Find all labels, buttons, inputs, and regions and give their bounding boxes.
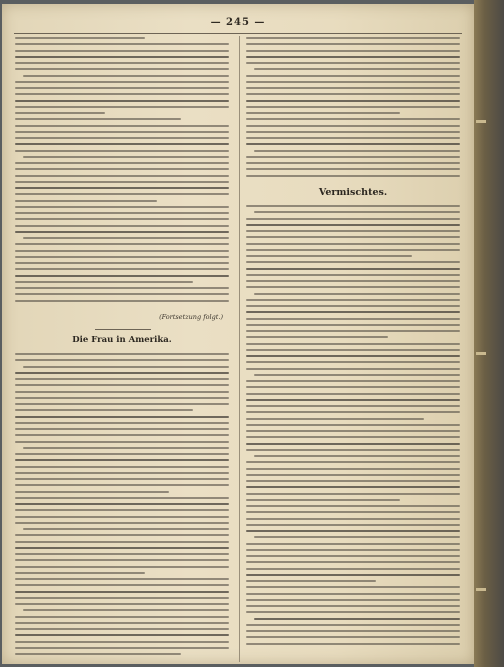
- text-line: [15, 591, 229, 593]
- binding-stitch: [476, 120, 486, 123]
- scan-edge: [474, 0, 504, 667]
- text-line: [246, 280, 460, 282]
- text-line: [23, 447, 229, 449]
- text-line: [15, 466, 229, 468]
- text-line: [246, 561, 460, 563]
- text-line: [15, 50, 229, 52]
- text-line: [246, 249, 460, 251]
- text-line: [246, 311, 460, 313]
- text-line: [23, 609, 229, 611]
- header-rule: [14, 33, 462, 34]
- text-line: [246, 305, 460, 307]
- text-line: [15, 150, 229, 152]
- text-line: [15, 491, 169, 493]
- text-line: [246, 468, 460, 470]
- text-line: [246, 593, 460, 595]
- text-line: [15, 378, 229, 380]
- text-line: [246, 386, 460, 388]
- text-line: [246, 118, 460, 120]
- text-line: [15, 597, 229, 599]
- attribution: (Fortsetzung folgt.): [159, 313, 223, 321]
- text-line: [246, 355, 460, 357]
- text-line: [15, 37, 145, 39]
- text-line: [15, 516, 229, 518]
- text-line: [246, 405, 460, 407]
- text-line: [246, 499, 400, 501]
- text-line: [254, 150, 460, 152]
- text-line: [246, 243, 460, 245]
- text-line: [15, 250, 229, 252]
- text-line: [246, 530, 460, 532]
- text-line: [246, 224, 460, 226]
- text-line: [15, 225, 229, 227]
- text-line: [246, 106, 460, 108]
- text-line: [15, 622, 229, 624]
- body-text-lines: [246, 37, 460, 181]
- text-line: [254, 536, 460, 538]
- text-line: [246, 336, 388, 338]
- text-line: [15, 87, 229, 89]
- text-line: [15, 572, 145, 574]
- text-line: [246, 630, 460, 632]
- text-line: [246, 443, 460, 445]
- text-line: [246, 330, 460, 332]
- text-line: [246, 218, 460, 220]
- text-line: [246, 156, 460, 158]
- text-line: [15, 553, 229, 555]
- text-line: [15, 262, 229, 264]
- text-line: [246, 274, 460, 276]
- text-line: [246, 162, 460, 164]
- text-line: [15, 118, 181, 120]
- text-line: [246, 81, 460, 83]
- text-line: [246, 299, 460, 301]
- text-line: [15, 634, 229, 636]
- text-line: [15, 112, 105, 114]
- text-line: [246, 93, 460, 95]
- text-line: [15, 397, 229, 399]
- text-line: [246, 474, 460, 476]
- text-line: [15, 647, 229, 649]
- text-line: [15, 175, 229, 177]
- text-line: [246, 268, 460, 270]
- text-line: [15, 547, 229, 549]
- text-line: [15, 218, 229, 220]
- text-line: [246, 549, 460, 551]
- text-line: [15, 603, 229, 605]
- text-line: [246, 480, 460, 482]
- page-number: — 245 —: [210, 17, 266, 28]
- text-line: [15, 162, 229, 164]
- binding-stitch: [476, 588, 486, 591]
- text-line: [246, 175, 460, 177]
- text-line: [15, 143, 229, 145]
- text-line: [246, 255, 412, 257]
- column-divider: [239, 36, 240, 662]
- text-line: [246, 636, 460, 638]
- text-line: [15, 43, 229, 45]
- text-line: [246, 393, 460, 395]
- body-text-lines: [246, 205, 460, 649]
- text-line: [23, 366, 229, 368]
- text-line: [254, 211, 460, 213]
- text-line: [246, 349, 460, 351]
- newspaper-page: [2, 4, 474, 664]
- text-line: [15, 137, 229, 139]
- text-line: [246, 599, 460, 601]
- text-line: [254, 293, 460, 295]
- text-line: [246, 361, 460, 363]
- text-line: [246, 286, 460, 288]
- text-line: [15, 422, 229, 424]
- text-line: [15, 534, 229, 536]
- section-heading: Die Frau in Amerika.: [72, 335, 172, 345]
- text-line: [15, 293, 229, 295]
- text-line: [15, 243, 229, 245]
- text-line: [15, 616, 229, 618]
- text-line: [15, 353, 229, 355]
- text-line: [15, 641, 229, 643]
- text-line: [246, 436, 460, 438]
- text-line: [23, 237, 229, 239]
- text-line: [15, 472, 229, 474]
- text-line: [15, 93, 229, 95]
- left-column: [15, 37, 229, 661]
- text-line: [246, 543, 460, 545]
- text-line: [15, 281, 193, 283]
- text-line: [246, 75, 460, 77]
- text-line: [15, 206, 229, 208]
- text-line: [246, 324, 460, 326]
- text-line: [246, 37, 460, 39]
- text-line: [15, 275, 229, 277]
- text-line: [246, 380, 460, 382]
- text-line: [15, 62, 229, 64]
- text-line: [23, 528, 229, 530]
- text-line: [246, 399, 460, 401]
- text-line: [246, 430, 460, 432]
- text-line: [246, 137, 460, 139]
- right-column: [246, 37, 460, 661]
- text-line: [15, 212, 229, 214]
- text-line: [246, 56, 460, 58]
- text-line: [246, 605, 460, 607]
- text-line: [15, 434, 229, 436]
- text-line: [15, 68, 229, 70]
- text-line: [15, 578, 229, 580]
- body-text-lines: [15, 353, 229, 659]
- text-line: [246, 100, 460, 102]
- text-line: [23, 156, 229, 158]
- text-line: [15, 372, 229, 374]
- text-line: [246, 586, 460, 588]
- text-line: [15, 478, 229, 480]
- text-line: [246, 449, 460, 451]
- text-line: [15, 453, 229, 455]
- text-line: [246, 493, 460, 495]
- text-line: [15, 559, 229, 561]
- text-line: [15, 56, 229, 58]
- text-line: [246, 411, 460, 413]
- text-line: [15, 81, 229, 83]
- text-line: [15, 497, 229, 499]
- text-line: [246, 568, 460, 570]
- text-line: [15, 100, 229, 102]
- text-line: [246, 236, 460, 238]
- text-line: [15, 268, 229, 270]
- text-line: [246, 87, 460, 89]
- text-line: [246, 261, 460, 263]
- text-line: [246, 555, 460, 557]
- text-line: [15, 503, 229, 505]
- text-line: [254, 618, 460, 620]
- text-line: [246, 230, 460, 232]
- text-line: [246, 125, 460, 127]
- text-line: [246, 505, 460, 507]
- text-line: [246, 50, 460, 52]
- text-line: [246, 131, 460, 133]
- text-line: [15, 566, 229, 568]
- text-line: [15, 522, 229, 524]
- text-line: [15, 359, 229, 361]
- text-line: [15, 628, 229, 630]
- text-line: [15, 187, 229, 189]
- text-line: [15, 653, 181, 655]
- text-line: [246, 574, 460, 576]
- text-line: [246, 486, 460, 488]
- text-line: [15, 416, 229, 418]
- body-text-lines: [15, 37, 229, 306]
- text-line: [246, 611, 460, 613]
- text-line: [15, 231, 229, 233]
- text-line: [15, 200, 157, 202]
- text-line: [15, 106, 229, 108]
- text-line: [15, 131, 229, 133]
- text-line: [15, 428, 229, 430]
- text-line: [15, 509, 229, 511]
- text-line: [246, 343, 460, 345]
- text-line: [246, 524, 460, 526]
- text-line: [15, 168, 229, 170]
- text-line: [15, 584, 229, 586]
- text-line: [246, 318, 460, 320]
- text-line: [15, 484, 229, 486]
- text-line: [23, 75, 229, 77]
- text-line: [246, 368, 460, 370]
- text-line: [15, 441, 229, 443]
- text-line: [246, 643, 460, 645]
- text-line: [15, 256, 229, 258]
- text-line: [246, 461, 460, 463]
- text-line: [246, 205, 460, 207]
- text-line: [15, 125, 229, 127]
- text-line: [15, 287, 229, 289]
- text-line: [15, 541, 229, 543]
- text-line: [254, 374, 460, 376]
- text-line: [15, 403, 229, 405]
- text-line: [15, 181, 229, 183]
- section-rule: [95, 329, 151, 330]
- text-line: [246, 511, 460, 513]
- text-line: [15, 384, 229, 386]
- text-line: [15, 459, 229, 461]
- text-line: [15, 300, 229, 302]
- text-line: [246, 518, 460, 520]
- text-line: [246, 43, 460, 45]
- text-line: [246, 424, 460, 426]
- text-line: [15, 193, 229, 195]
- text-line: [246, 143, 460, 145]
- text-line: [246, 624, 460, 626]
- section-heading: Vermischtes.: [318, 187, 388, 198]
- binding-stitch: [476, 352, 486, 355]
- text-line: [246, 168, 460, 170]
- text-line: [246, 418, 424, 420]
- text-line: [15, 391, 229, 393]
- text-line: [246, 62, 460, 64]
- text-line: [246, 580, 376, 582]
- text-line: [254, 68, 460, 70]
- text-line: [246, 112, 400, 114]
- text-line: [15, 409, 193, 411]
- text-line: [254, 455, 460, 457]
